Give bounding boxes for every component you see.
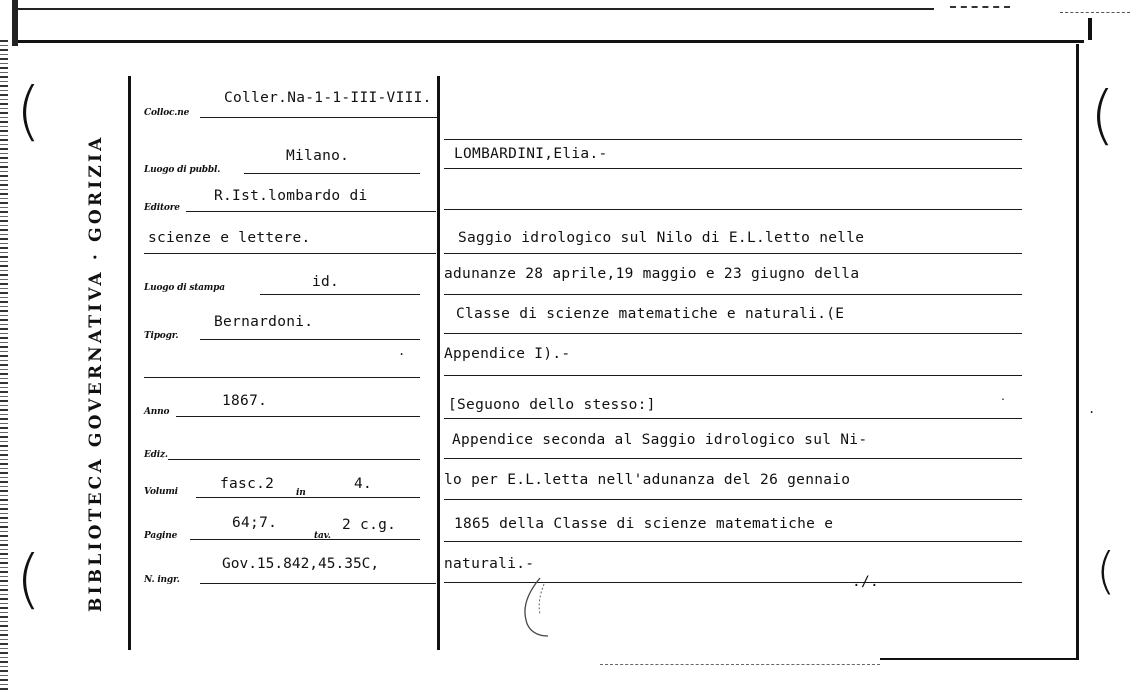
left-edge [0, 40, 8, 692]
value-luogo-pubbl: Milano. [286, 148, 350, 164]
label-luogo-stampa: Luogo di stampa [144, 283, 225, 293]
punch-hole-left-bottom: ( [16, 543, 41, 617]
value-volumi: fasc.2 [220, 476, 275, 492]
value-tipogr: Bernardoni. [214, 314, 314, 330]
label-pagine-tav: tav. [314, 531, 331, 541]
label-tipogr: Tipogr. [144, 331, 179, 341]
speck: . [1000, 392, 1007, 403]
label-volumi-in: in [296, 488, 306, 498]
label-collocazione: Colloc.ne [144, 108, 190, 118]
value-pagine-tav: 2 c.g. [342, 517, 397, 533]
label-luogo-pubbl: Luogo di pubbl. [144, 165, 221, 175]
label-anno: Anno [144, 407, 170, 417]
record-line-8: 1865 della Classe di scienze matematiche e [454, 516, 834, 532]
label-ediz: Ediz. [144, 450, 168, 460]
right-border [1076, 44, 1079, 660]
record-line-7: lo per E.L.letta nell'adunanza del 26 gennaio [444, 472, 851, 488]
record-author: LOMBARDINI,Elia.- [454, 146, 608, 162]
record-line-6: Appendice seconda al Saggio idrologico sul Ni- [452, 432, 868, 448]
left-column-rule [128, 76, 131, 650]
value-editore-line2: scienze e lettere. [148, 230, 311, 246]
label-n-ingr: N. ingr. [144, 575, 180, 585]
label-volumi: Volumi [144, 487, 178, 497]
library-stamp: BIBLIOTECA GOVERNATIVA · GORIZIA [86, 134, 106, 612]
punch-hole-right-top: ( [1090, 79, 1115, 153]
record-line-2: adunanze 28 aprile,19 maggio e 23 giugno della [444, 266, 860, 282]
speck: . [1088, 402, 1096, 416]
record-line-1: Saggio idrologico sul Nilo di E.L.letto nelle [458, 230, 865, 246]
label-pagine: Pagine [144, 531, 178, 541]
center-column-rule [437, 76, 440, 650]
record-end-mark: ./. [852, 574, 880, 590]
record-line-5: [Seguono dello stesso:] [448, 397, 656, 413]
record-line-3: Classe di scienze matematiche e naturali.(E [456, 306, 845, 322]
punch-hole-left-top: ( [16, 75, 41, 149]
value-luogo-stampa: id. [312, 274, 340, 290]
value-volumi-in: 4. [354, 476, 373, 492]
handwritten-mark [500, 570, 590, 650]
record-line-4: Appendice I).- [444, 346, 571, 362]
value-collocazione: Coller.Na-1-1-III-VIII. [224, 90, 432, 106]
record-line-9: naturali.- [444, 556, 535, 572]
bottom-border [880, 658, 1078, 660]
label-editore: Editore [144, 203, 180, 213]
punch-hole-right-bottom: ( [1096, 542, 1116, 600]
value-n-ingr: Gov.15.842,45.35C, [222, 556, 380, 572]
value-anno: 1867. [222, 393, 268, 409]
top-edge [0, 0, 1142, 42]
value-pagine: 64;7. [232, 515, 278, 531]
value-editore-line1: R.Ist.lombardo di [214, 188, 368, 204]
